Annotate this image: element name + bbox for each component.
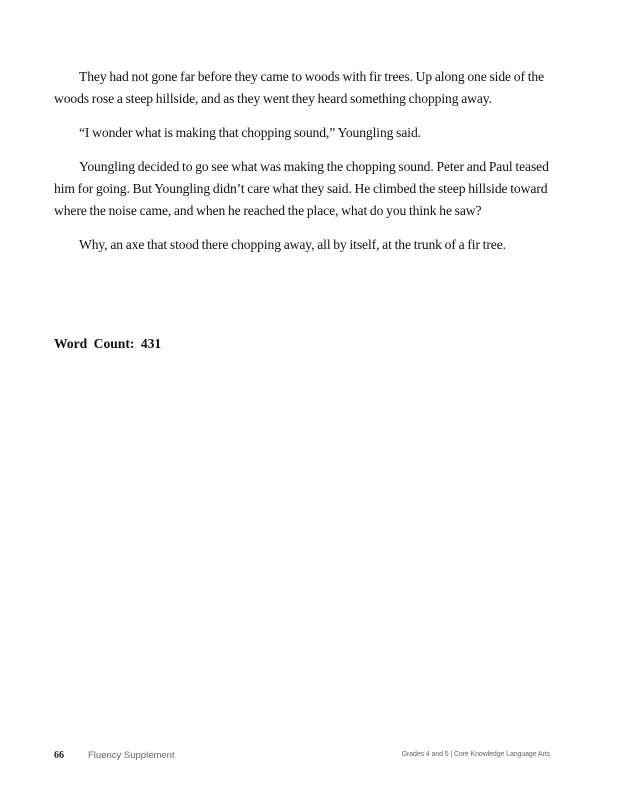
word-count: Word Count: 431 xyxy=(54,336,162,351)
supplement-title: Fluency Supplement xyxy=(88,750,175,761)
page-footer xyxy=(54,750,554,764)
paragraph-1: They had not gone far before they came to woods with fir trees. Up along one side of the woods rose a steep hillside, and as they went they heard something chopping away. xyxy=(54,69,545,106)
paragraph-4: Why, an axe that stood there chopping away, all by itself, at the trunk of a fir tree. xyxy=(79,237,506,252)
paragraph-2: “I wonder what is making that chopping sound,” Youngling said. xyxy=(79,125,421,140)
story-text xyxy=(54,66,554,268)
page-number: 66 xyxy=(54,750,64,761)
paragraph-3: Youngling decided to go see what was making the chopping sound. Peter and Paul teased him for going. But Youngling didn’t care what they said. He climbed the steep hillside toward where the noise came, and when he reached the place, what do you think he saw? xyxy=(54,159,549,218)
series-title: Grades 4 and 5 | Core Knowledge Language Arts xyxy=(401,751,550,758)
